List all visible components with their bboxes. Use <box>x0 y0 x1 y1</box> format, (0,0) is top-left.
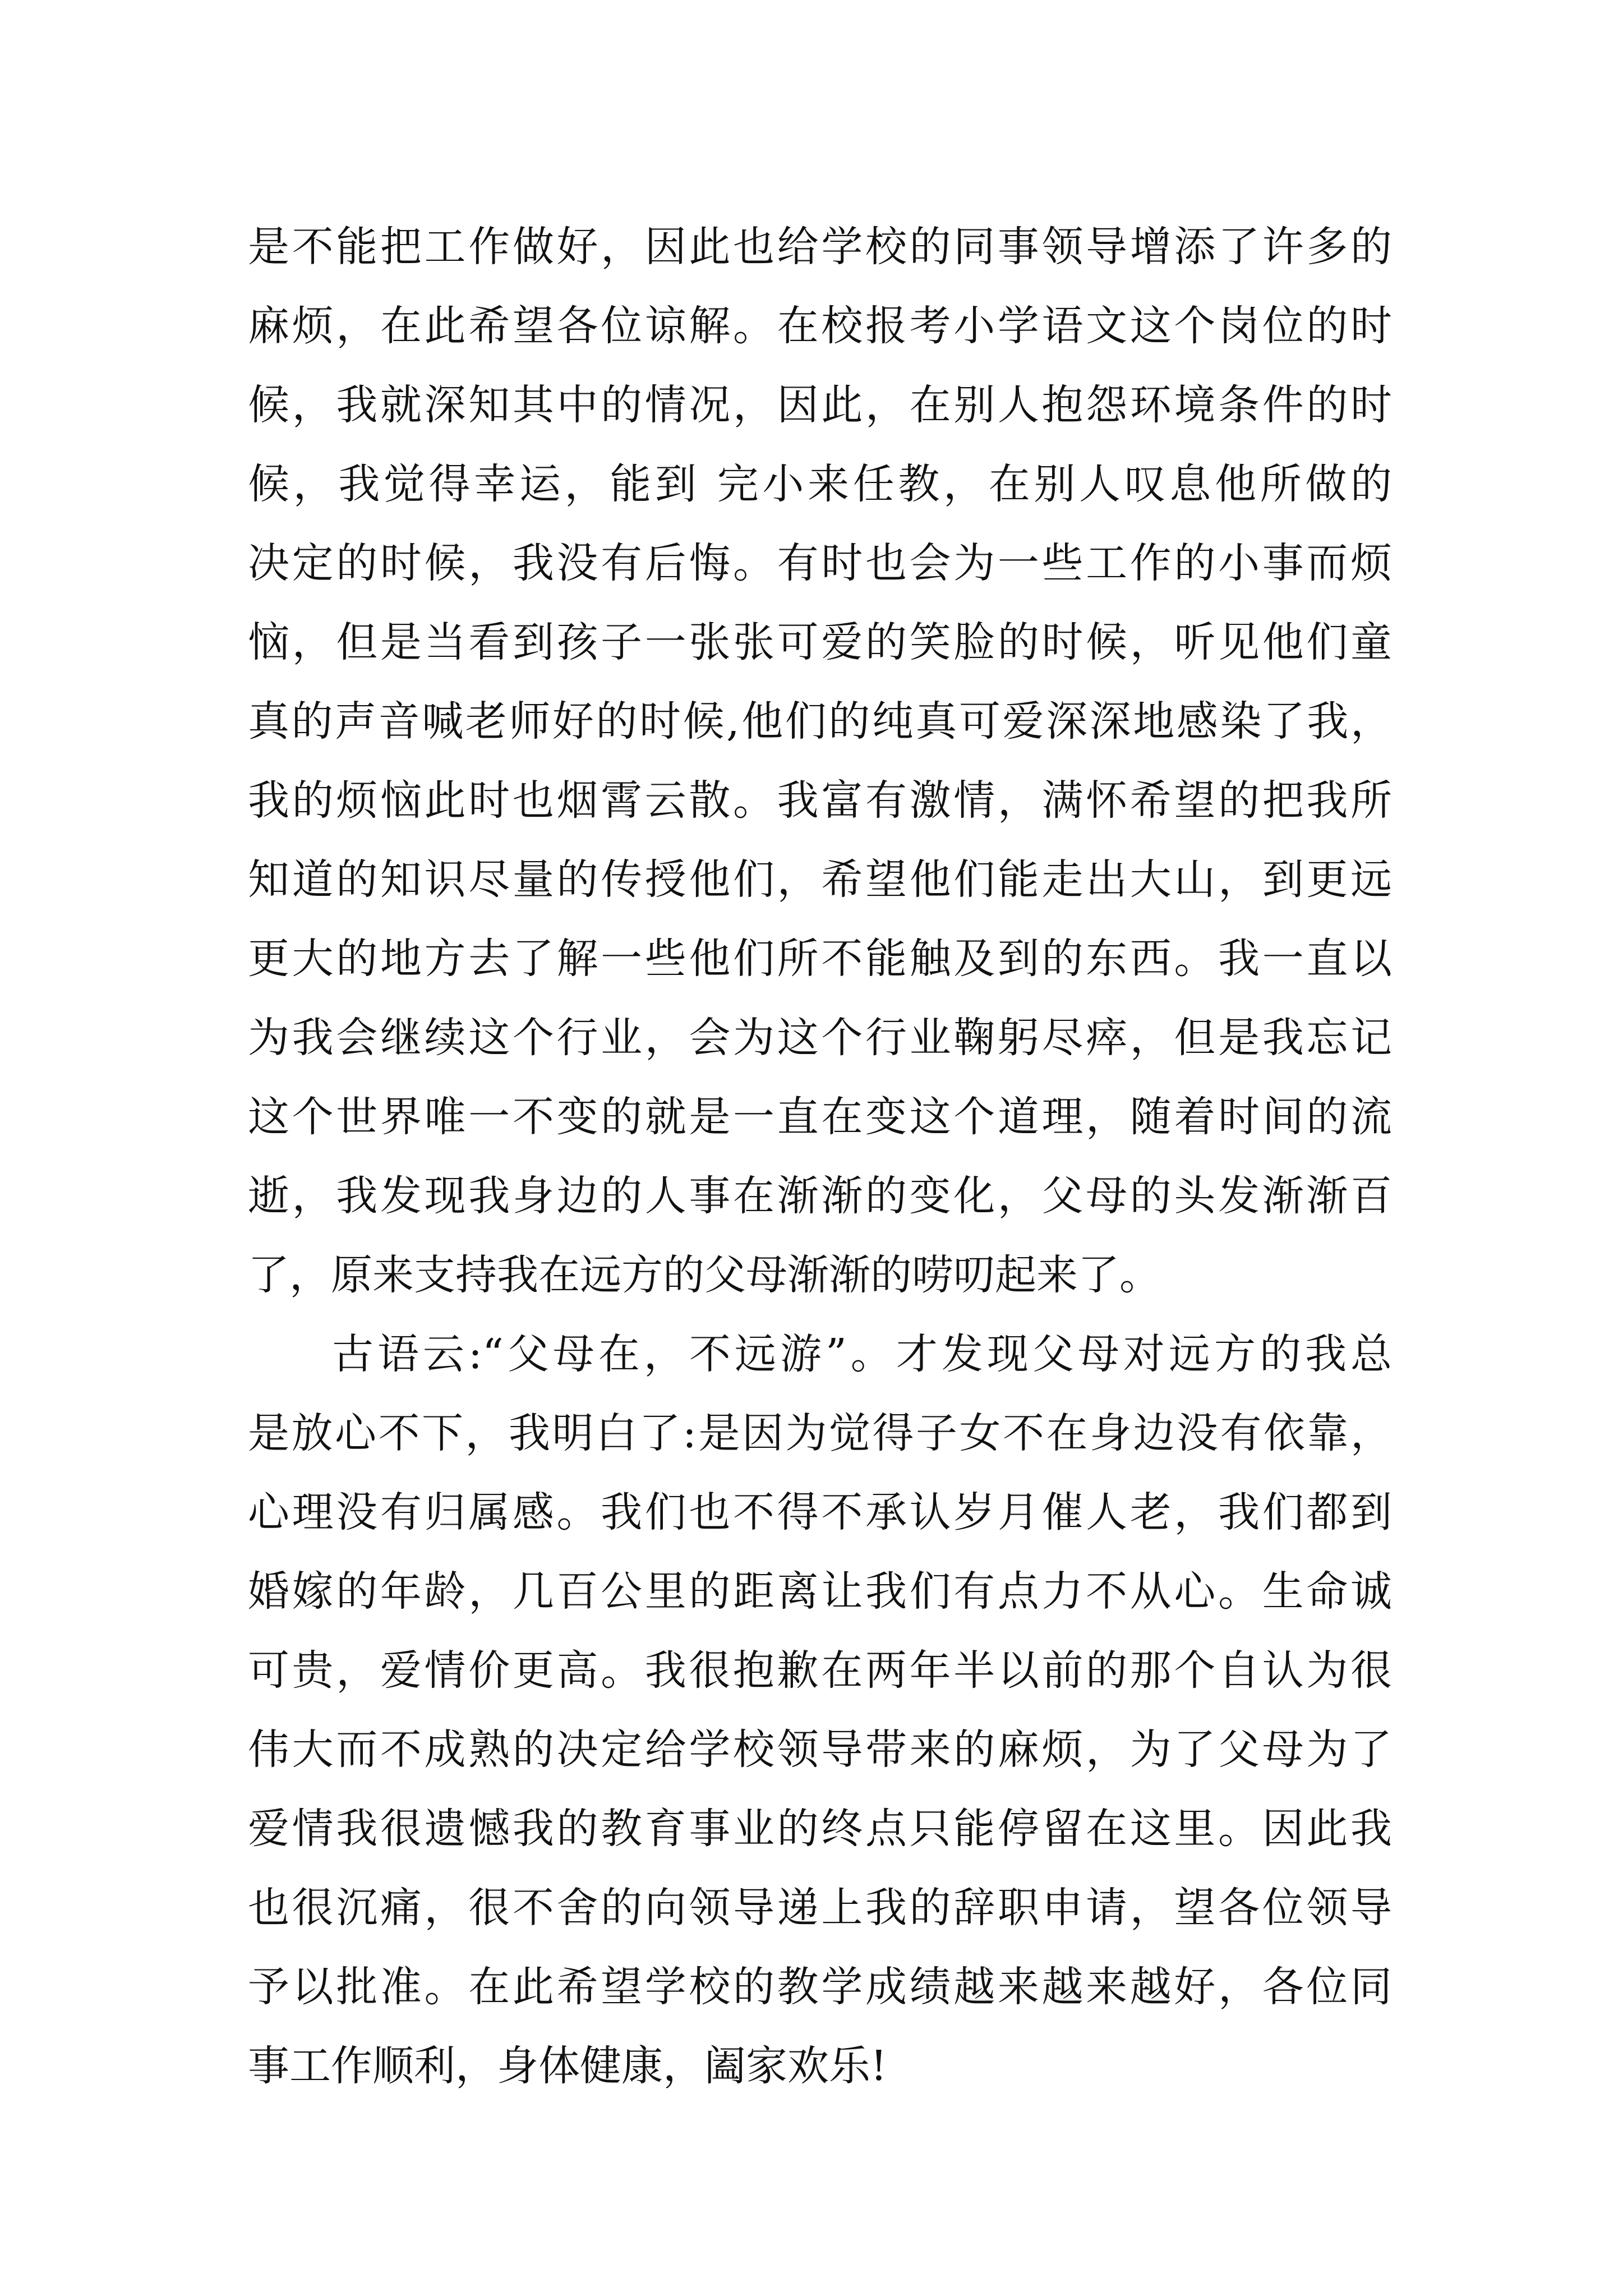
text-line: 候，我就深知其中的情况，因此，在别人抱怨环境条件的时 <box>248 381 1392 429</box>
text-line: 恼，但是当看到孩子一张张可爱的笑脸的时候，听见他们童 <box>248 618 1392 666</box>
text-line: 为我会继续这个行业，会为这个行业鞠躬尽瘁，但是我忘记 <box>248 1014 1392 1062</box>
text-line: 伟大而不成熟的决定给学校领导带来的麻烦，为了父母为了 <box>248 1726 1392 1774</box>
text-line: 了，原来支持我在远方的父母渐渐的唠叨起来了。 <box>248 1251 1161 1299</box>
letter-body <box>248 208 1392 2106</box>
text-line: 可贵，爱情价更高。我很抱歉在两年半以前的那个自认为很 <box>248 1646 1392 1695</box>
text-line: 更大的地方去了解一些他们所不能触及到的东西。我一直以 <box>248 935 1392 983</box>
text-line: 爱情我很遗憾我的教育事业的终点只能停留在这里。因此我 <box>248 1805 1392 1853</box>
text-line: 真的声音喊老师好的时候,他们的纯真可爱深深地感染了我， <box>248 697 1392 746</box>
text-line: 我的烦恼此时也烟霄云散。我富有激情，满怀希望的把我所 <box>248 776 1392 825</box>
text-line: 逝，我发现我身边的人事在渐渐的变化，父母的头发渐渐百 <box>248 1172 1392 1220</box>
text-line: 也很沉痛，很不舍的向领导递上我的辞职申请，望各位领导 <box>248 1884 1392 1932</box>
text-line: 心理没有归属感。我们也不得不承认岁月催人老，我们都到 <box>248 1488 1392 1536</box>
paragraph-first-line: 古语云:“父母在，不远游”。才发现父母对远方的我总 <box>332 1330 1392 1378</box>
text-line: 是放心不下，我明白了:是因为觉得子女不在身边没有依靠， <box>248 1409 1392 1457</box>
text-line: 候，我觉得幸运，能到 完小来任教，在别人叹息他所做的 <box>248 460 1392 508</box>
text-line: 麻烦，在此希望各位谅解。在校报考小学语文这个岗位的时 <box>248 302 1392 350</box>
text-line: 婚嫁的年龄，几百公里的距离让我们有点力不从心。生命诚 <box>248 1567 1392 1616</box>
text-line: 予以批准。在此希望学校的教学成绩越来越来越好，各位同 <box>248 1963 1392 2011</box>
text-line: 事工作顺利，身体健康，阖家欢乐! <box>248 2042 887 2090</box>
text-line: 是不能把工作做好，因此也给学校的同事领导增添了许多的 <box>248 223 1392 271</box>
text-line: 决定的时候，我没有后悔。有时也会为一些工作的小事而烦 <box>248 539 1392 587</box>
text-line: 这个世界唯一不变的就是一直在变这个道理，随着时间的流 <box>248 1093 1392 1141</box>
text-line: 知道的知识尽量的传授他们，希望他们能走出大山，到更远 <box>248 855 1392 904</box>
